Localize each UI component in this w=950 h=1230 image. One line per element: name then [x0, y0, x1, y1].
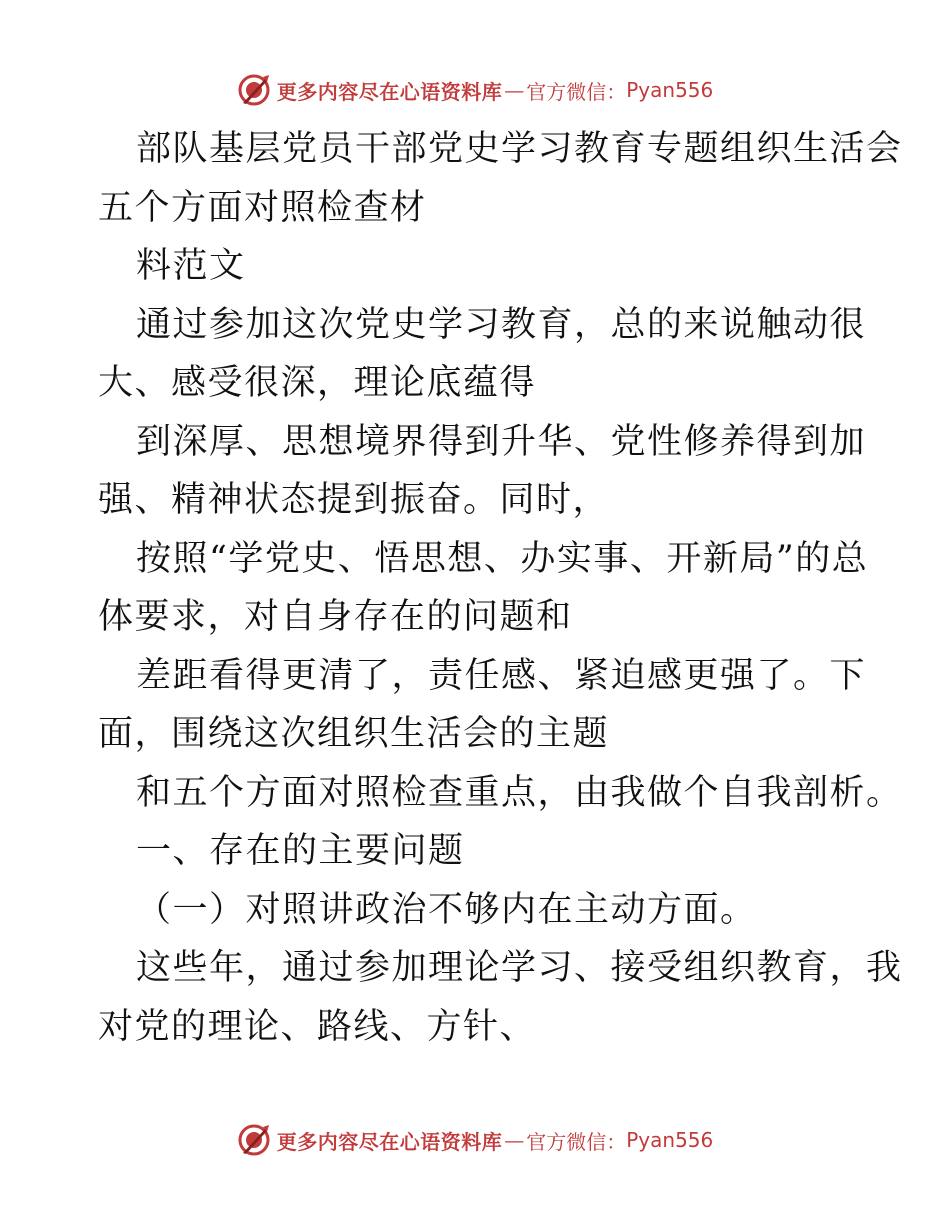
- footer-brand-text: 更多内容尽在心语资料库: [276, 1129, 503, 1154]
- document-line: 和五个方面对照检查重点，由我做个自我剖析。: [136, 772, 903, 813]
- document-body: [98, 120, 903, 1056]
- header-banner: [0, 70, 950, 110]
- header-wechat-id: Pyan556: [626, 78, 714, 102]
- footer-banner: [0, 1120, 950, 1160]
- document-line: 五个方面对照检查材: [98, 187, 427, 228]
- header-brand-text: 更多内容尽在心语资料库: [276, 79, 503, 104]
- document-line: 差距看得更清了，责任感、紧迫感更强了。下: [136, 655, 867, 696]
- header-dash: —: [504, 78, 525, 102]
- footer-wechat-id: Pyan556: [626, 1128, 714, 1152]
- document-line: （一）对照讲政治不够内在主动方面。: [136, 889, 757, 930]
- quill-seal-icon: [237, 73, 271, 107]
- footer-dash: —: [504, 1128, 525, 1152]
- document-line: 强、精神状态提到振奋。同时，: [98, 480, 610, 520]
- document-line: 一、存在的主要问题: [136, 831, 465, 871]
- document-line: 对党的理论、路线、方针、: [98, 1006, 537, 1047]
- footer-wechat-label: 官方微信：: [526, 1129, 627, 1154]
- document-line: 按照“学党史、悟思想、办实事、开新局”的总: [136, 538, 869, 579]
- document-line: 料范文: [136, 246, 246, 286]
- document-line: 体要求，对自身存在的问题和: [98, 597, 573, 637]
- document-line: 这些年，通过参加理论学习、接受组织教育，我: [136, 948, 903, 988]
- document-line: 部队基层党员干部党史学习教育专题组织生活会: [136, 129, 903, 169]
- header-wechat-label: 官方微信：: [526, 79, 627, 104]
- document-line: 通过参加这次党史学习教育，总的来说触动很: [136, 304, 867, 345]
- document-line: 面，围绕这次组织生活会的主题: [98, 714, 610, 754]
- document-line: 大、感受很深，理论底蕴得: [98, 363, 537, 403]
- quill-seal-icon: [237, 1123, 271, 1157]
- document-line: 到深厚、思想境界得到升华、党性修养得到加: [136, 421, 867, 462]
